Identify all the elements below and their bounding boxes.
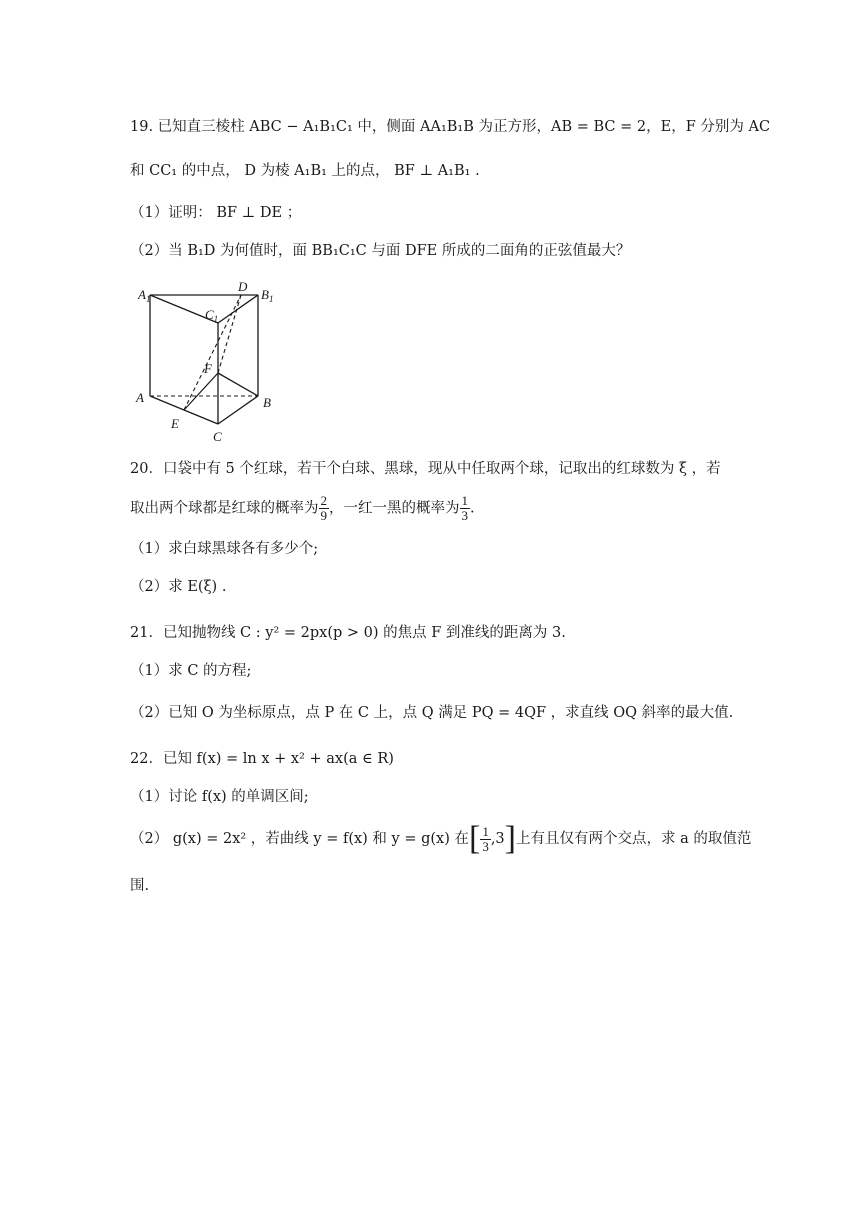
- q20-part2: （2）求 E(ξ) .: [130, 579, 227, 595]
- q22-part2: [130, 820, 752, 857]
- edge-c1-b1: [218, 295, 258, 323]
- label-f: F: [204, 361, 212, 376]
- segment-e-f: [184, 373, 218, 410]
- label-d: D: [238, 279, 248, 294]
- q20-line2: [130, 494, 475, 523]
- fraction-two-ninths: $\frac{2}{9}$: [320, 493, 327, 523]
- edge-c-b: [218, 396, 258, 424]
- label-e: E: [171, 416, 179, 431]
- q21-part1: （1）求 C 的方程;: [130, 663, 252, 679]
- q19-part2: （2）当 B₁D 为何值时，面 BB₁C₁C 与面 DFE 所成的二面角的正弦值最大？: [130, 243, 631, 259]
- fraction-one-third: $\frac{1}{3}$: [461, 493, 468, 523]
- q19-line1: 19. 已知直三棱柱 ABC − A₁B₁C₁ 中，侧面 AA₁B₁B 为正方形，AB = BC = 2，E，F 分别为 AC: [130, 119, 771, 135]
- q21-part2: （2）已知 O 为坐标原点，点 P 在 C 上，点 Q 满足 PQ = 4QF ，求直线 OQ 斜率的最大值.: [130, 705, 734, 721]
- q22-part1: （1）讨论 f(x) 的单调区间;: [130, 789, 309, 805]
- fraction-one-third-interval: $\frac{1}{3}$: [482, 823, 489, 854]
- interval-right-end: ,3: [490, 831, 505, 847]
- label-a1: $A_1$: [138, 287, 151, 304]
- q22-line1: 22．已知 f(x) = ln x + x² + ax(a ∈ R): [130, 751, 394, 767]
- q22-part2-wrap: 围.: [130, 878, 150, 894]
- label-b: B: [263, 395, 271, 410]
- q20-line2-end: .: [470, 500, 475, 517]
- q20-line2-mid: ，一红一黑的概率为: [329, 500, 460, 517]
- q22-part2-start: （2） g(x) = 2x² ，若曲线 y = f(x) 和 y = g(x) 在: [130, 831, 469, 847]
- segment-f-b: [218, 373, 258, 396]
- q22-part2-end: 上有且仅有两个交点，求 a 的取值范: [516, 831, 752, 847]
- label-c: C: [213, 429, 222, 444]
- label-b1: $B_1$: [261, 287, 274, 304]
- label-c1: $C_1$: [205, 307, 219, 324]
- q21-line1: 21．已知抛物线 C : y² = 2px(p > 0) 的焦点 F 到准线的距离为 3.: [130, 625, 566, 641]
- prism-figure: [128, 278, 288, 448]
- q20-part1: （1）求白球黑球各有多少个;: [130, 541, 319, 557]
- label-a: A: [136, 390, 144, 405]
- q20-line2-start: 取出两个球都是红球的概率为: [130, 500, 319, 517]
- q19-part1: （1）证明： BF ⊥ DE ；: [130, 205, 302, 221]
- bracket-right: ]: [504, 820, 516, 857]
- bracket-left: [: [469, 820, 481, 857]
- q20-line1: 20．口袋中有 5 个红球，若干个白球、黑球，现从中任取两个球，记取出的红球数为 ξ ，若: [130, 461, 721, 477]
- q19-line2: 和 CC₁ 的中点， D 为棱 A₁B₁ 上的点， BF ⊥ A₁B₁ .: [130, 163, 480, 179]
